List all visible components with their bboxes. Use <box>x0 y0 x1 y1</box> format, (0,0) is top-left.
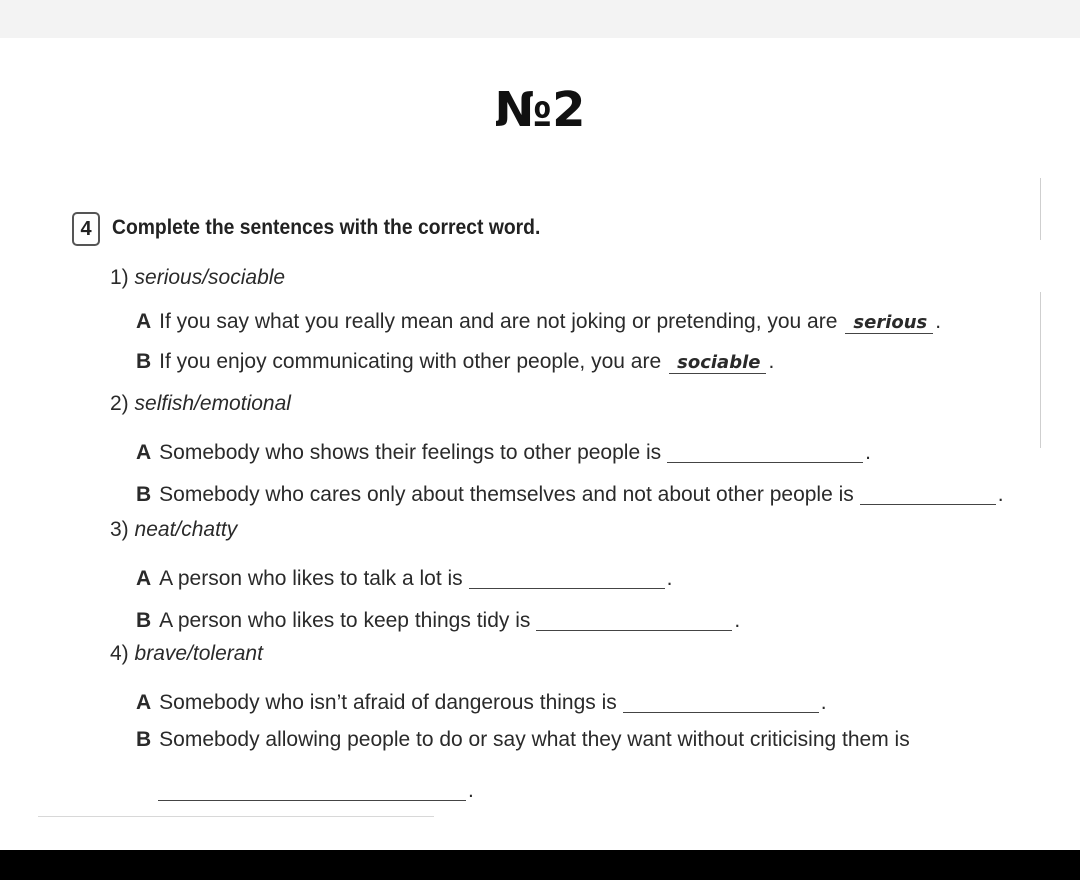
answer-blank[interactable] <box>469 564 665 589</box>
sentence-text: If you say what you really mean and are not joking or pretending, you are <box>159 310 838 333</box>
sentence-end: . <box>865 441 871 464</box>
scan-edge-line <box>1040 292 1041 448</box>
sentence-letter: A <box>136 310 152 333</box>
sentence-4b <box>136 728 910 752</box>
bottom-bar <box>0 850 1080 880</box>
sentence-text: Somebody allowing people to do or say what they want without criticising them is <box>159 728 910 751</box>
sentence-3a <box>136 560 673 591</box>
sentence-letter: B <box>136 350 152 373</box>
sentence-end: . <box>468 779 474 802</box>
sentence-text: Somebody who shows their feelings to other people is <box>159 441 662 464</box>
group-label: 1) <box>110 266 129 289</box>
sentence-end: . <box>935 310 942 333</box>
answer-blank[interactable] <box>536 606 732 631</box>
sentence-letter: B <box>136 609 152 632</box>
word-group-1 <box>110 266 285 290</box>
sentence-letter: B <box>136 728 152 751</box>
sentence-1b <box>136 350 774 374</box>
answer-field[interactable]: sociable <box>669 352 766 374</box>
sentence-end: . <box>666 567 673 590</box>
sentence-3b <box>136 602 740 633</box>
sentence-text: If you enjoy communicating with other people, you are <box>159 350 662 373</box>
sentence-text: A person who likes to talk a lot is <box>159 567 463 590</box>
sentence-end: . <box>734 609 741 632</box>
group-words: serious/sociable <box>134 266 286 289</box>
group-words: neat/chatty <box>134 518 238 541</box>
group-words: selfish/emotional <box>134 392 291 415</box>
sentence-1a <box>136 310 941 334</box>
sentence-text: Somebody who cares only about themselves and not about other people is <box>159 483 854 506</box>
sentence-end: . <box>997 483 1004 506</box>
group-label: 4) <box>110 642 129 665</box>
sentence-letter: B <box>136 483 152 506</box>
word-group-3 <box>110 518 237 542</box>
exercise-instruction: Complete the sentences with the correct word. <box>112 216 541 239</box>
group-label: 2) <box>110 392 129 415</box>
scan-edge-line <box>1040 178 1041 240</box>
answer-field[interactable]: serious <box>845 312 933 334</box>
sentence-4a <box>136 684 827 715</box>
sentence-letter: A <box>136 567 152 590</box>
answer-blank[interactable] <box>860 480 996 505</box>
top-bar <box>0 0 1080 38</box>
word-group-2 <box>110 392 291 416</box>
answer-blank[interactable] <box>667 438 863 463</box>
group-words: brave/tolerant <box>134 642 263 665</box>
sentence-4b-answer-line <box>158 772 474 803</box>
group-label: 3) <box>110 518 129 541</box>
sentence-end: . <box>820 691 827 714</box>
sentence-letter: A <box>136 441 152 464</box>
sentence-text: A person who likes to keep things tidy is <box>159 609 531 632</box>
answer-blank[interactable] <box>158 776 466 801</box>
divider <box>38 816 434 817</box>
word-group-4 <box>110 642 263 666</box>
sentence-2a <box>136 434 871 465</box>
sentence-end: . <box>768 350 775 373</box>
page-title: №2 <box>494 82 586 138</box>
exercise-number-badge: 4 <box>72 212 100 246</box>
sentence-text: Somebody who isn’t afraid of dangerous things is <box>159 691 617 714</box>
sentence-letter: A <box>136 691 152 714</box>
sentence-2b <box>136 476 1004 507</box>
answer-blank[interactable] <box>623 688 819 713</box>
